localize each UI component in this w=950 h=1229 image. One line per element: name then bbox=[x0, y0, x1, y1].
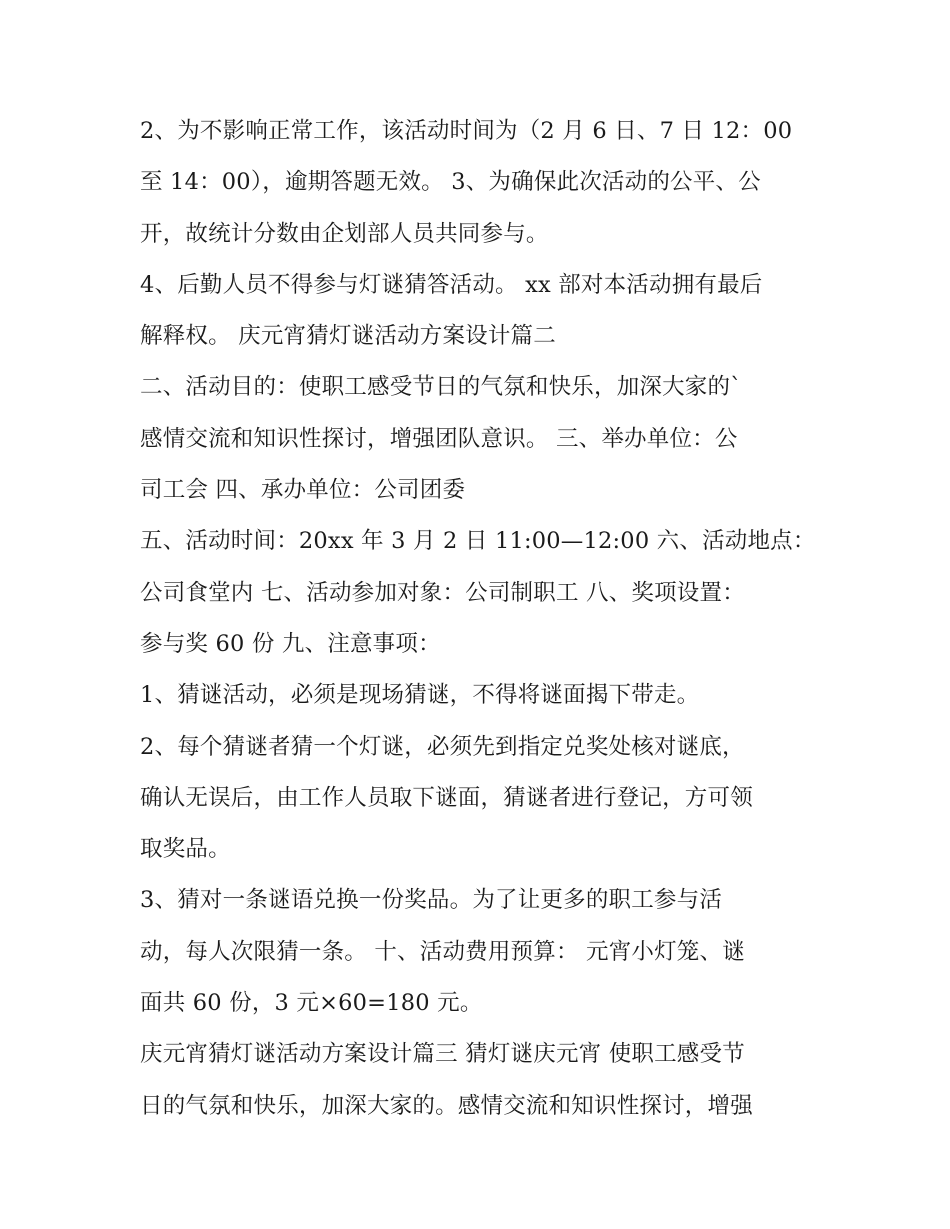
text-line: 动，每人次限猜一条。 十、活动费用预算： 元宵小灯笼、谜 bbox=[140, 938, 745, 965]
text-line: 确认无误后，由工作人员取下谜面，猜谜者进行登记，方可领 bbox=[140, 784, 753, 811]
text-line: 2、每个猜谜者猜一个灯谜，必须先到指定兑奖处核对谜底， bbox=[140, 733, 745, 760]
document-body bbox=[140, 106, 820, 1132]
text-line: 五、活动时间：20xx 年 3 月 2 日 11:00—12:00 六、活动地点： bbox=[140, 528, 816, 555]
text-line: 至 14：00），逾期答题无效。 3、为确保此次活动的公平、公 bbox=[140, 169, 761, 196]
text-line: 司工会 四、承办单位：公司团委 bbox=[140, 477, 466, 504]
text-line: 1、猜谜活动，必须是现场猜谜，不得将谜面揭下带走。 bbox=[140, 682, 700, 709]
text-line: 二、活动目的：使职工感受节日的气氛和快乐，加深大家的` bbox=[140, 374, 742, 401]
text-line: 解释权。 庆元宵猜灯谜活动方案设计篇二 bbox=[140, 323, 556, 350]
text-line: 感情交流和知识性探讨，增强团队意识。 三、举办单位：公 bbox=[140, 425, 738, 452]
text-line: 庆元宵猜灯谜活动方案设计篇三 猜灯谜庆元宵 使职工感受节 bbox=[140, 1041, 745, 1068]
text-line: 参与奖 60 份 九、注意事项： bbox=[140, 630, 441, 657]
text-line: 面共 60 份，3 元×60=180 元。 bbox=[140, 990, 483, 1017]
text-line: 4、后勤人员不得参与灯谜猜答活动。 xx 部对本活动拥有最后 bbox=[140, 271, 763, 298]
text-line: 3、猜对一条谜语兑换一份奖品。为了让更多的职工参与活 bbox=[140, 887, 723, 914]
text-line: 取奖品。 bbox=[140, 836, 231, 863]
text-line: 2、为不影响正常工作，该活动时间为（2 月 6 日、7 日 12：00 bbox=[140, 118, 793, 144]
text-line: 日的气氛和快乐，加深大家的。感情交流和知识性探讨，增强 bbox=[140, 1092, 753, 1119]
text-line: 开，故统计分数由企划部人员共同参与。 bbox=[140, 220, 549, 247]
text-line: 公司食堂内 七、活动参加对象：公司制职工 八、奖项设置： bbox=[140, 579, 745, 606]
